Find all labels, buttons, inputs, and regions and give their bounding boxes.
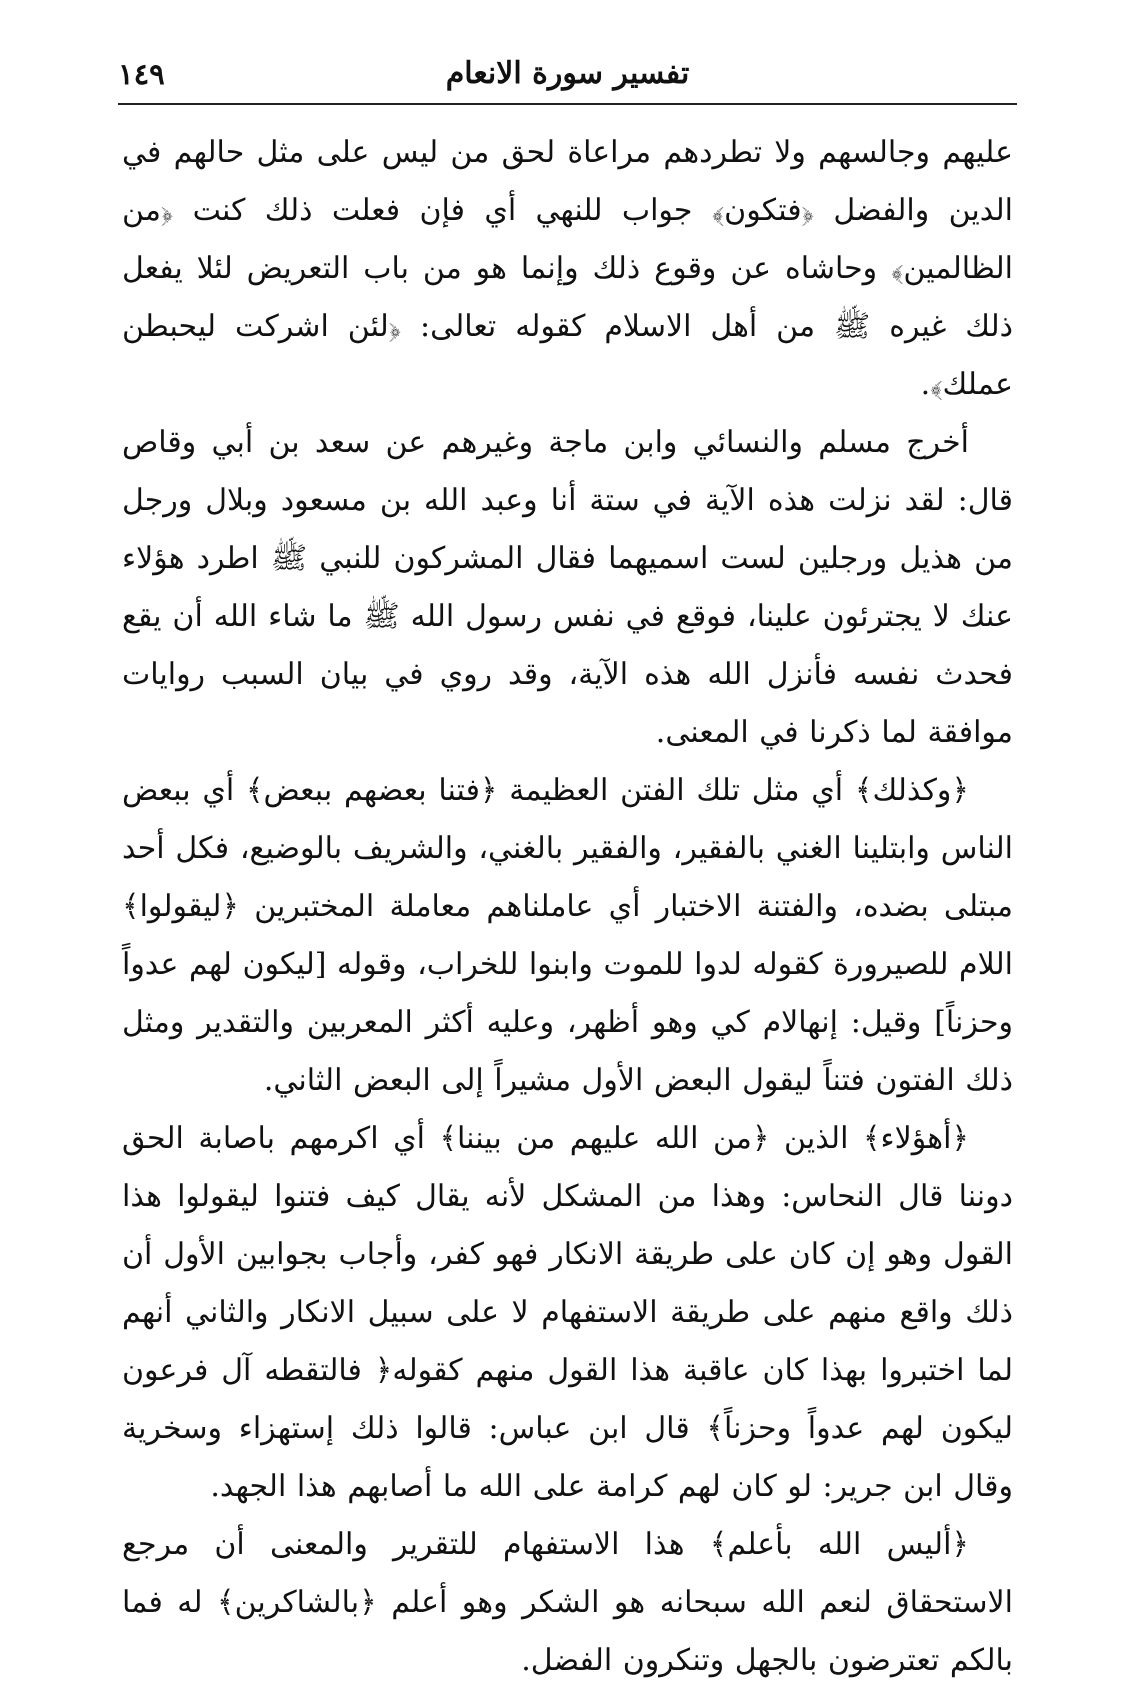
header-divider xyxy=(118,103,1017,105)
paragraph-1: عليهم وجالسهم ولا تطردهم مراعاة لحق من ليس على مثل حالهم في الدين والفضل ﴿فتكون﴾ جواب للنهي أي فإن فعلت ذلك كنت ﴿من الظالمين﴾ وحاشاه عن وقوع ذلك وإنما هو من باب التعريض لئلا يفعل ذلك غيره ﷺ من أهل الاسلام كقوله تعالى: ﴿لئن اشركت ليحبطن عملك﴾. xyxy=(122,135,1013,402)
page-number: ١٤٩ xyxy=(118,57,165,91)
paragraph-4: ﴿أهؤلاء﴾ الذين ﴿من الله عليهم من بيننا﴾ أي اكرمهم باصابة الحق دوننا قال النحاس: وهذا من المشكل لأنه يقال كيف فتنوا ليقولوا هذا القول وهو إن كان على طريقة الانكار فهو كفر، وأجاب بجوابين الأول أن ذلك واقع منهم على طريقة الاستفهام لا على سبيل الانكار والثاني أنهم لما اختبروا بهذا كان عاقبة هذا القول منهم كقوله﴿ فالتقطه آل فرعون ليكون لهم عدواً وحزناً﴾ قال ابن عباس: قالوا ذلك إستهزاء وسخرية وقال ابن جرير: لو كان لهم كرامة على الله ما أصابهم هذا الجهد. xyxy=(122,1121,1013,1504)
paragraph-2: أخرج مسلم والنسائي وابن ماجة وغيرهم عن سعد بن أبي وقاص قال: لقد نزلت هذه الآية في ستة أنا وعبد الله بن مسعود وبلال ورجل من هذيل ورجلين لست اسميهما فقال المشركون للنبي ﷺ اطرد هؤلاء عنك لا يجترئون علينا، فوقع في نفس رسول الله ﷺ ما شاء الله أن يقع فحدث نفسه فأنزل الله هذه الآية، وقد روي في بيان السبب روايات موافقة لما ذكرنا في المعنى. xyxy=(122,425,1013,750)
paragraph-3: ﴿وكذلك﴾ أي مثل تلك الفتن العظيمة ﴿فتنا بعضهم ببعض﴾ أي ببعض الناس وابتلينا الغني بالفقير، والفقير بالغني، والشريف بالوضيع، فكل أحد مبتلى بضده، والفتنة الاختبار أي عاملناهم معاملة المختبرين ﴿ليقولوا﴾ اللام للصيرورة كقوله لدوا للموت وابنوا للخراب، وقوله [ليكون لهم عدواً وحزناً] وقيل: إنهالام كي وهو أظهر، وعليه أكثر المعربين والتقدير ومثل ذلك الفتون فتناً ليقول البعض الأول مشيراً إلى البعض الثاني. xyxy=(121,773,1013,1098)
running-title: تفسير سورة الانعام xyxy=(445,56,690,91)
body-text xyxy=(122,124,1013,1690)
page-header xyxy=(118,52,1017,102)
paragraph-5: ﴿أليس الله بأعلم﴾ هذا الاستفهام للتقرير والمعنى أن مرجع الاستحقاق لنعم الله سبحانه هو الشكر وهو أعلم ﴿بالشاكرين﴾ له فما بالكم تعترضون بالجهل وتنكرون الفضل. xyxy=(122,1527,1013,1678)
